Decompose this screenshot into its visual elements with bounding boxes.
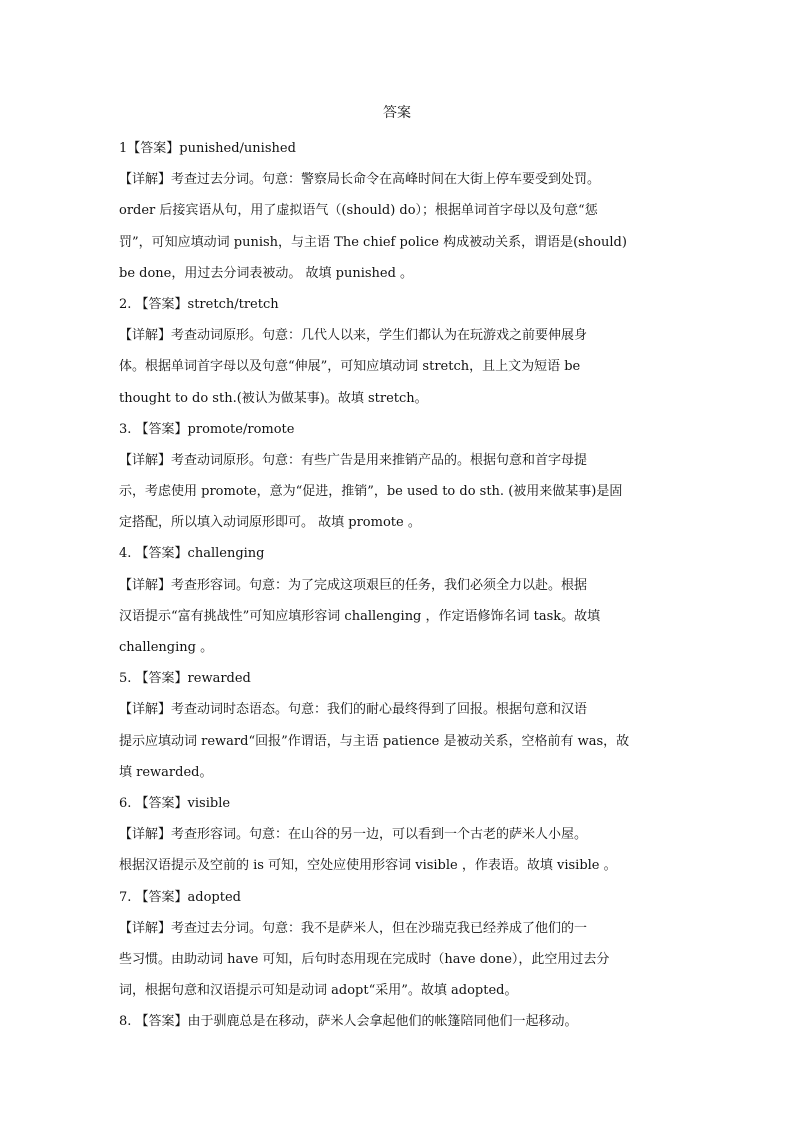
text-line: 4. 【答案】challenging [119,546,265,562]
text-line: be done，用过去分词表被动。 故填 punished 。 [119,265,414,281]
text-line: 定搭配，所以填入动词原形即可。 故填 promote 。 [119,515,421,531]
text-line: 罚”，可知应填动词 punish，与主语 The chief police 构成被动关系，谓语是(should) [119,234,627,250]
text-line: 【详解】考查动词原形。句意：有些广告是用来推销产品的。根据句意和首字母提 [119,452,588,468]
text-line: 填 rewarded。 [119,764,213,780]
text-line: 根据汉语提示及空前的 is 可知，空处应使用形容词 visible ，作表语。故填 visible 。 [119,858,617,874]
text-line: 体。根据单词首字母以及句意“伸展”，可知应填动词 stretch，且上文为短语 be [119,359,581,375]
text-line: order 后接宾语从句，用了虚拟语气（(should) do）；根据单词首字母以及句意“惩 [119,203,598,219]
text-line: 1【答案】punished/unished [119,141,296,156]
text-line: challenging 。 [119,640,214,655]
text-line: 【详解】考查形容词。句意：为了完成这项艰巨的任务，我们必须全力以赴。根据 [119,577,588,593]
text-line: 词，根据句意和汉语提示可知是动词 adopt“采用”。故填 adopted。 [119,983,518,999]
text-line: 2. 【答案】stretch/tretch [119,296,279,312]
text-line: 6. 【答案】visible [119,795,231,811]
text-line: 【详解】考查形容词。句意：在山谷的另一边，可以看到一个古老的萨米人小屋。 [119,827,588,843]
page-title: 答案 [383,105,411,121]
text-line: 提示应填动词 reward“回报”作谓语，与主语 patience 是被动关系，空格前有 was，故 [119,733,630,749]
text-line: 【详解】考查过去分词。句意：我不是萨米人，但在沙瑞克我已经养成了他们的一 [119,920,588,936]
text-line: 些习惯。由助动词 have 可知，后句时态用现在完成时（have done），此空用过去分 [119,951,610,967]
answer-content [119,133,679,1037]
text-line: thought to do sth.(被认为做某事)。故填 stretch。 [119,390,428,406]
text-line: 【详解】考查过去分词。句意：警察局长命令在高峰时间在大街上停车要受到处罚。 [119,172,601,188]
text-line: 【详解】考查动词原形。句意：几代人以来，学生们都认为在玩游戏之前要伸展身 [119,328,588,344]
text-line: 【详解】考查动词时态语态。句意：我们的耐心最终得到了回报。根据句意和汉语 [119,702,588,718]
text-line: 7. 【答案】adopted [119,889,241,905]
text-line: 示，考虑使用 promote，意为“促进，推销”，be used to do sth. (被用来做某事)是固 [119,484,623,500]
text-line: 8. 【答案】由于驯鹿总是在移动，萨米人会拿起他们的帐篷陪同他们一起移动。 [119,1014,578,1030]
text-line: 5. 【答案】rewarded [119,671,251,687]
text-line: 汉语提示“富有挑战性”可知应填形容词 challenging ，作定语修饰名词 task。故填 [119,608,601,624]
text-line: 3. 【答案】promote/romote [119,421,295,437]
